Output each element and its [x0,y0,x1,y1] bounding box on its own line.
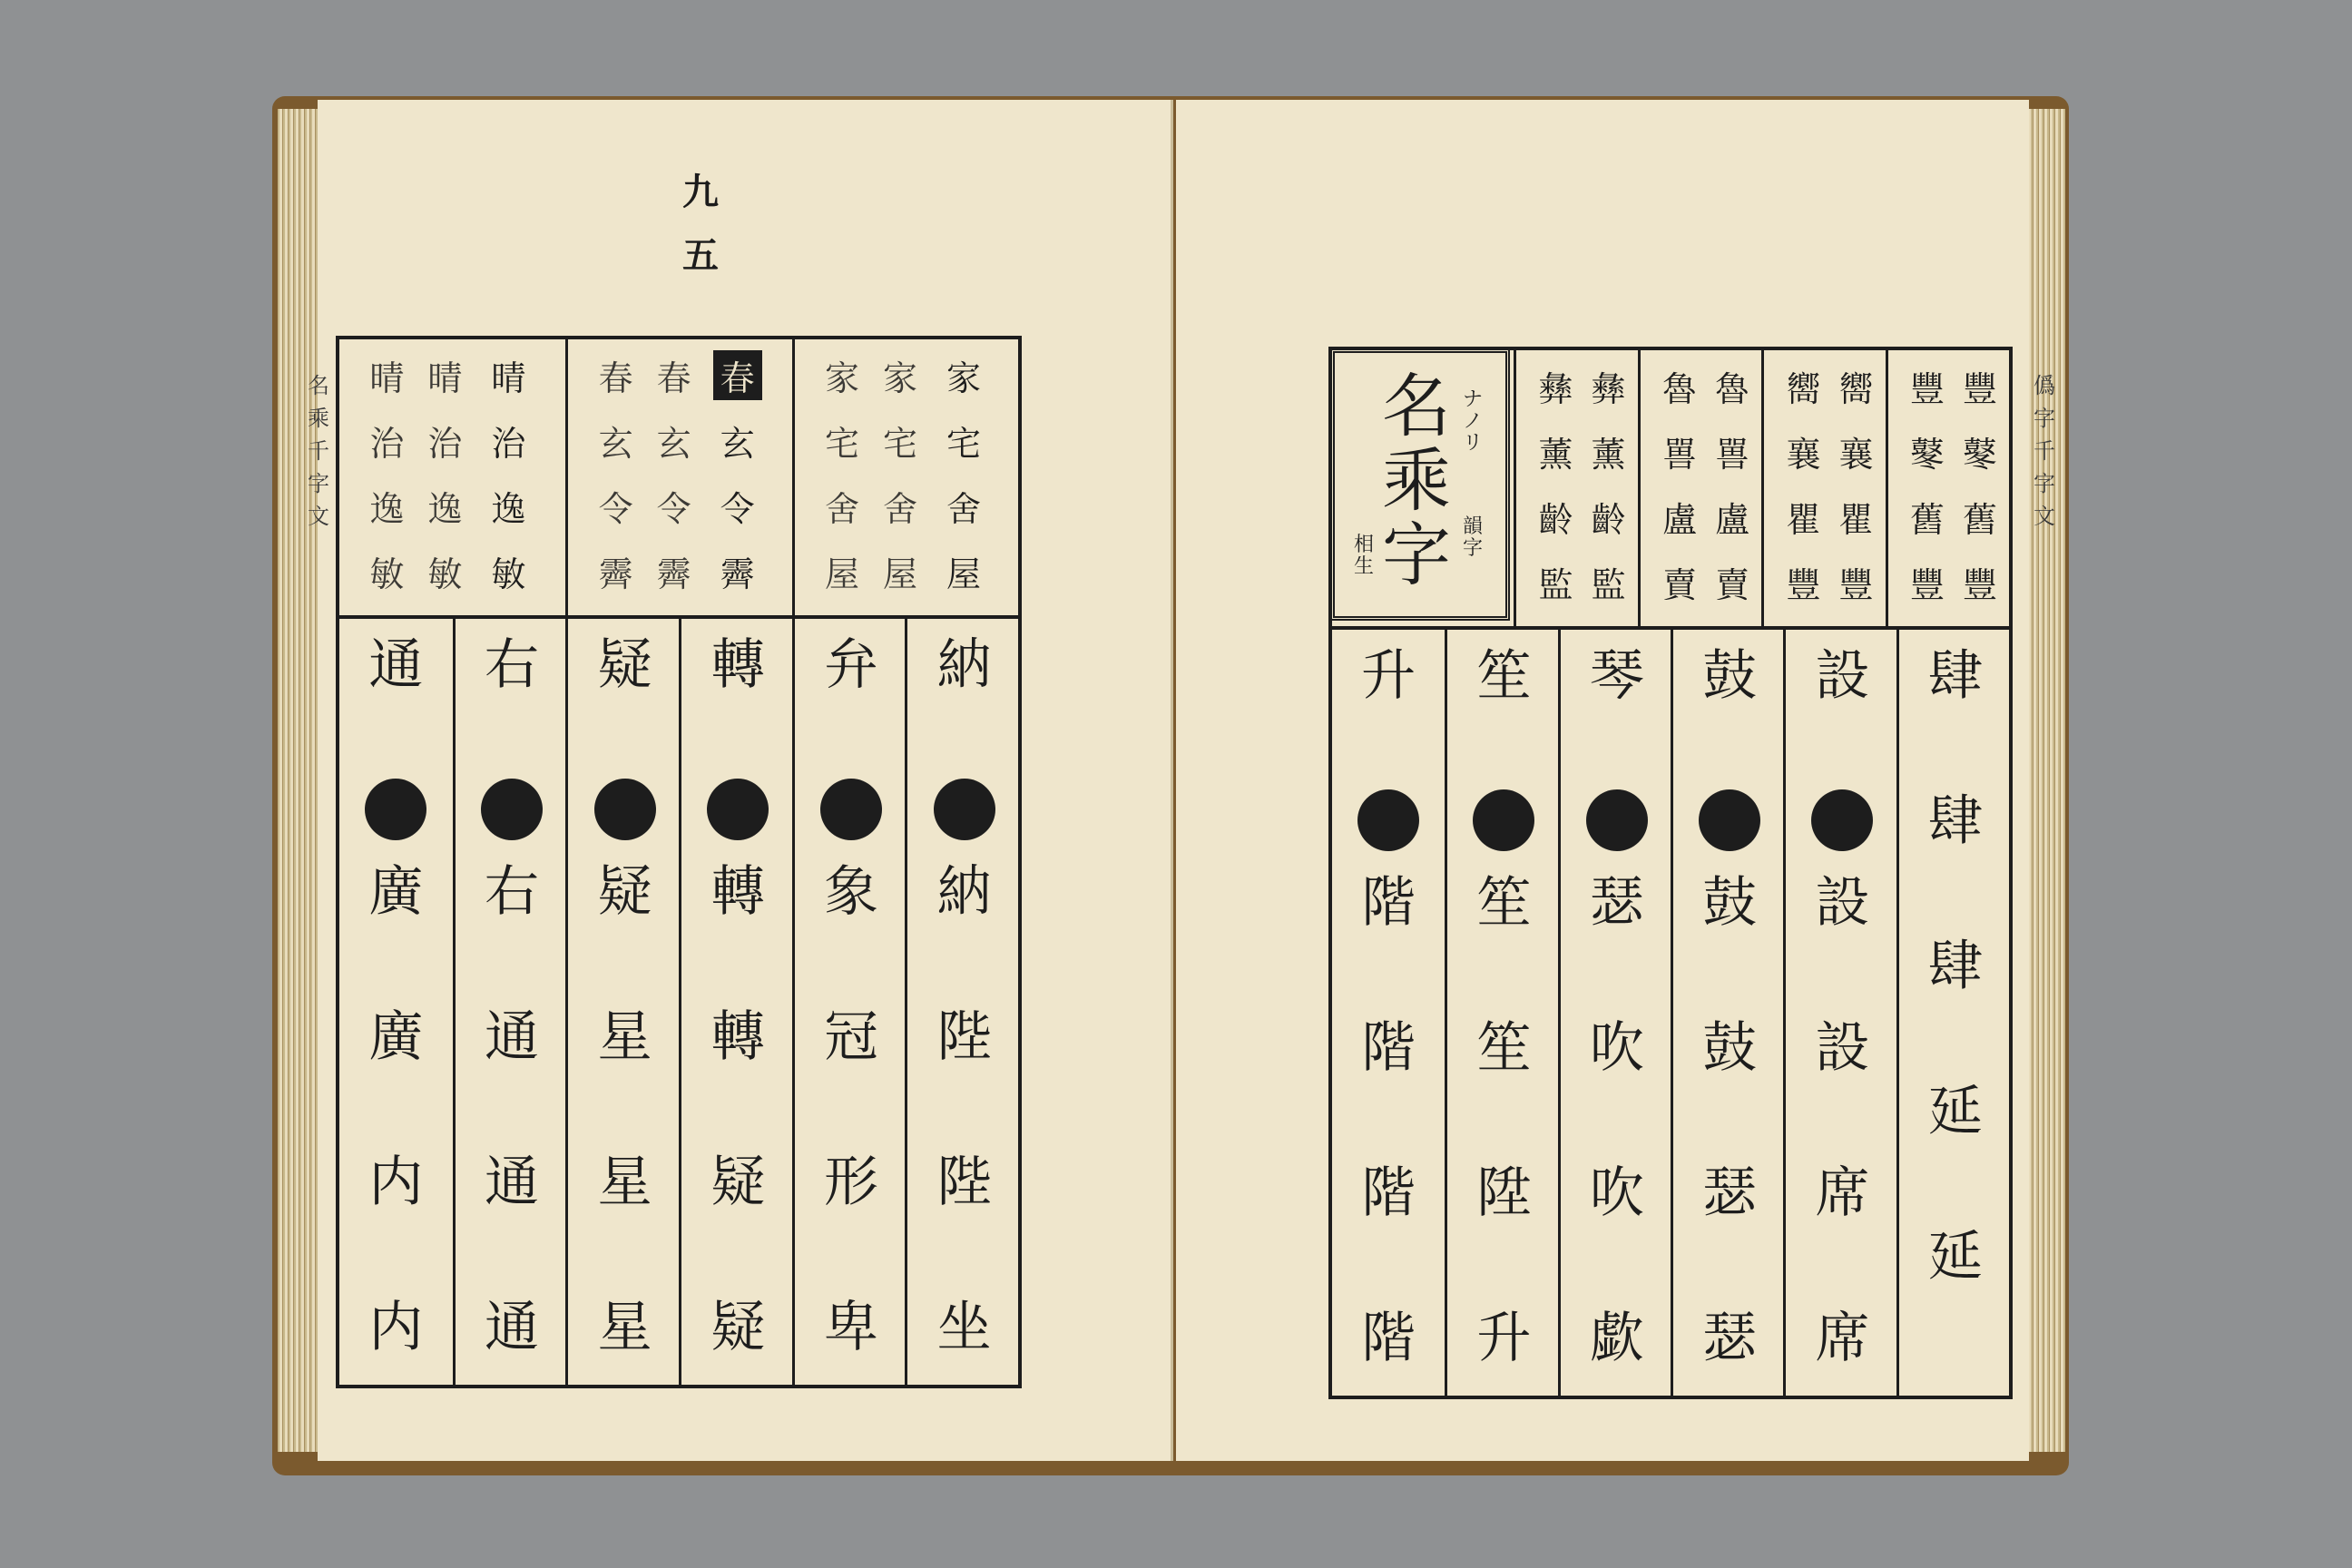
seal-script-char: 象 [823,860,878,924]
seal-script-char: 陛 [936,1151,992,1214]
left_columns-column [565,615,681,1385]
circled-head-char [1357,789,1419,851]
circled-head-char [820,779,882,840]
header-char: 治 [491,424,526,464]
header-char: 豐 [1909,369,1945,409]
margin-caption-char: 文 [308,504,329,529]
seal-script-char: 疑 [597,633,652,697]
right-header-column [1638,350,1765,626]
header-char: 鼕 [1909,435,1945,475]
left-text-frame [336,336,1022,1388]
seal-script-char: 歔 [1589,1307,1644,1370]
header-char: 豐 [1838,565,1874,605]
seal-script-char: 廣 [368,860,424,924]
right-header-column [1761,350,1888,626]
margin-caption-char: 文 [2034,504,2055,529]
header-variant-char: 春 [598,358,633,398]
seal-script-char: 延 [1927,1080,1983,1143]
header-char: 賣 [1714,565,1749,605]
seal-script-char: 琴 [1589,644,1644,708]
margin-caption-char: 千 [2034,438,2055,464]
header-variant-char: 家 [824,358,859,398]
header-char: 監 [1538,565,1573,605]
header-variant-char: 玄 [656,424,691,464]
left_columns-column [905,615,1021,1385]
seal-script-char: 吹 [1589,1016,1644,1080]
header-char: 舍 [946,489,981,529]
circled-head-char [1811,789,1873,851]
folio-number-2: 五 [682,234,719,277]
circled-head-char [934,779,995,840]
header-variant-char: 宅 [882,424,917,464]
margin-caption-char: 字 [2034,406,2055,431]
circled-head-char [1473,789,1534,851]
title-reading: ナノリ [1462,388,1483,455]
header-char: 豐 [1962,369,1997,409]
header-char: 盧 [1714,500,1749,540]
seal-script-char: 疑 [710,1151,766,1214]
seal-script-char: 疑 [710,1296,766,1359]
header-variant-char: 治 [427,424,463,464]
header-char: 瞿 [1838,500,1874,540]
header-char: 薰 [1538,435,1573,475]
header-char: 宅 [946,424,981,464]
header-char: 嘼 [1714,435,1749,475]
margin-caption-char: 字 [2034,471,2055,496]
margin-caption-char: 名 [308,373,329,398]
circled-head-char [365,779,426,840]
seal-script-char: 鼓 [1702,1016,1758,1080]
seal-script-char: 廣 [368,1005,424,1069]
header-variant-char: 春 [656,358,691,398]
header-variant-char: 令 [656,489,691,529]
header-variant-char: 逸 [369,489,405,529]
header-char: 襄 [1838,435,1874,475]
margin-caption-char: 千 [308,438,329,464]
header-variant-char: 玄 [598,424,633,464]
header-char: 舊 [1962,500,1997,540]
header-char: 齡 [1591,500,1626,540]
seal-script-char: 設 [1815,644,1870,708]
seal-script-char: 右 [484,860,539,924]
seal-script-char: 升 [1361,644,1416,708]
seal-script-char: 通 [484,1296,539,1359]
header-variant-char: 屋 [882,554,917,594]
header-variant-char: 晴 [427,358,463,398]
seal-script-char: 陞 [1476,1161,1532,1225]
header-char: 晴 [491,358,526,398]
folio-number-1: 九 [682,171,719,213]
seal-script-char: 笙 [1476,871,1532,935]
seal-script-char: 瑟 [1702,1307,1758,1370]
seal-script-char: 階 [1361,1016,1416,1080]
seal-script-char: 右 [484,633,539,697]
title-sub-1: 韻字 [1462,515,1483,560]
circled-head-char [594,779,656,840]
header-char: 霽 [720,554,755,594]
header-variant-char: 家 [882,358,917,398]
right_columns-column [1896,626,2012,1396]
header-char: 嚮 [1786,369,1821,409]
left_columns-column [679,615,795,1385]
seal-script-char: 通 [484,1151,539,1214]
margin-caption-char: 乘 [308,406,329,431]
seal-script-char: 坐 [936,1296,992,1359]
header-char: 家 [946,358,981,398]
seal-script-char: 階 [1361,1161,1416,1225]
seal-script-char: 形 [823,1151,878,1214]
header-char: 敏 [491,554,526,594]
seal-script-char: 設 [1815,871,1870,935]
margin-caption-char: 僞 [2034,373,2055,398]
right-header-column [1886,350,2013,626]
seal-script-char: 瑟 [1589,871,1644,935]
header-char: 齡 [1538,500,1573,540]
seal-script-char: 卑 [823,1296,878,1359]
seal-script-char: 内 [368,1151,424,1214]
seal-script-char: 通 [368,633,424,697]
header-variant-char: 敏 [369,554,405,594]
header-char: 豐 [1786,565,1821,605]
circled-head-char [1586,789,1648,851]
seal-script-char: 肆 [1927,644,1983,708]
seal-script-char: 星 [597,1151,652,1214]
header-variant-char: 令 [598,489,633,529]
seal-script-char: 席 [1815,1161,1870,1225]
header-char: 彝 [1591,369,1626,409]
header-char: 襄 [1786,435,1821,475]
seal-script-char: 鼓 [1702,871,1758,935]
margin-caption-char: 字 [308,471,329,496]
right-page-edges [2027,109,2065,1452]
title-cartouche [1330,348,1510,621]
circled-head-char [481,779,543,840]
seal-script-char: 肆 [1927,789,1983,853]
header-char: 舊 [1909,500,1945,540]
right_columns-column [1783,626,1898,1396]
title-char-3: 字 [1382,514,1451,595]
left_columns-column [792,615,908,1385]
header-variant-char: 晴 [369,358,405,398]
header-char: 瞿 [1786,500,1821,540]
right-header-column [1514,350,1641,626]
left_columns-column [339,615,453,1385]
seal-script-char: 轉 [710,633,766,697]
seal-script-char: 延 [1927,1225,1983,1289]
header-char: 賣 [1661,565,1697,605]
header-char: 嚮 [1838,369,1874,409]
header-variant-char: 逸 [427,489,463,529]
seal-script-char: 納 [936,860,992,924]
left_columns-column [453,615,569,1385]
seal-script-char: 通 [484,1005,539,1069]
seal-script-char: 鼓 [1702,644,1758,708]
seal-script-char: 納 [936,633,992,697]
seal-script-char: 瑟 [1702,1161,1758,1225]
seal-script-char: 階 [1361,871,1416,935]
seal-script-char: 席 [1815,1307,1870,1370]
header-char: 豐 [1909,565,1945,605]
title-char-2: 乘 [1382,440,1451,521]
left-header-column [565,339,794,615]
right_columns-column [1671,626,1786,1396]
seal-script-char: 階 [1361,1307,1416,1370]
header-char: 薰 [1591,435,1626,475]
seal-script-char: 肆 [1927,935,1983,998]
seal-script-char: 星 [597,1296,652,1359]
title-char-1: 名 [1382,366,1451,446]
header-variant-char: 宅 [824,424,859,464]
header-variant-char: 屋 [824,554,859,594]
circled-head-char [707,779,769,840]
header-char: 彝 [1538,369,1573,409]
header-char: 屋 [946,554,981,594]
seal-script-char: 笙 [1476,644,1532,708]
header-char: 魯 [1661,369,1697,409]
right_columns-column [1332,626,1445,1396]
header-char: 玄 [720,424,755,464]
seal-script-char: 内 [368,1296,424,1359]
header-variant-char: 治 [369,424,405,464]
header-char: 盧 [1661,500,1697,540]
header-char: 豐 [1962,565,1997,605]
header-variant-char: 舍 [882,489,917,529]
seal-script-char: 冠 [823,1005,878,1069]
circled-head-char [1699,789,1760,851]
seal-script-char: 設 [1815,1016,1870,1080]
header-variant-char: 敏 [427,554,463,594]
header-char: 魯 [1714,369,1749,409]
header-char: 逸 [491,489,526,529]
header-char: 令 [720,489,755,529]
seal-script-char: 笙 [1476,1016,1532,1080]
header-char: 監 [1591,565,1626,605]
header-char: 春 [713,350,762,400]
seal-script-char: 升 [1476,1307,1532,1370]
header-char: 嘼 [1661,435,1697,475]
seal-script-char: 星 [597,1005,652,1069]
seal-script-char: 吹 [1589,1161,1644,1225]
header-variant-char: 霽 [598,554,633,594]
header-variant-char: 霽 [656,554,691,594]
title-sub-2: 相生 [1353,534,1374,578]
left-header-column [792,339,1021,615]
header-variant-char: 舍 [824,489,859,529]
right_columns-column [1558,626,1673,1396]
left-header-grid [339,339,1018,619]
seal-script-char: 陛 [936,1005,992,1069]
left-page-edges [278,109,321,1452]
left-header-column [339,339,565,615]
header-char: 鼕 [1962,435,1997,475]
seal-script-char: 弁 [823,633,878,697]
seal-script-char: 轉 [710,1005,766,1069]
seal-script-char: 疑 [597,860,652,924]
right_columns-column [1445,626,1560,1396]
seal-script-char: 轉 [710,860,766,924]
